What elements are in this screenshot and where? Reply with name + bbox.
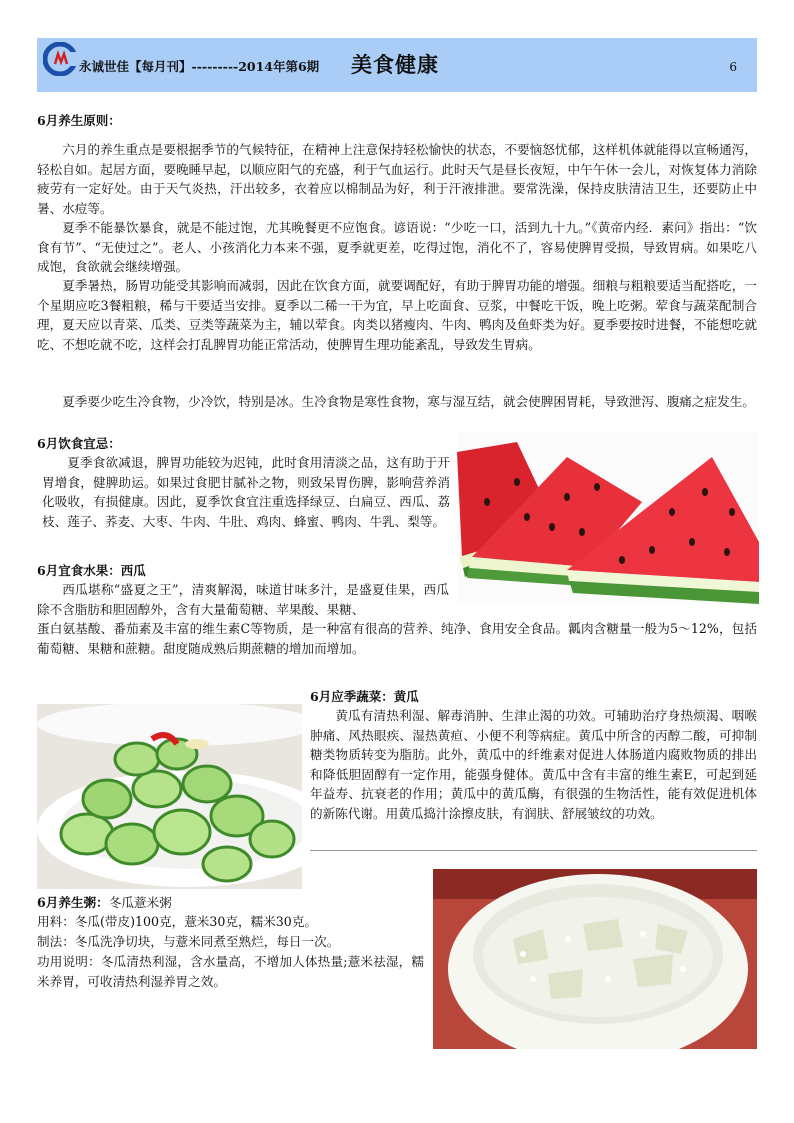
newsletter-title: 永诚世佳【每月刊】---------2014年第6期 [79, 59, 320, 74]
fruit-paragraph-tail: 蛋白氨基酸、番茄素及丰富的维生素C等物质，是一种富有很高的营养、纯净、食用安全食品。瓤肉含糖量一般为5～12%，包括葡萄糖、果糖和蔗糖。甜度随成熟后期蔗糖的增加而增加。 [37, 621, 757, 656]
diet-paragraph: 夏季食欲减退，脾胃功能较为迟钝，此时食用清淡之品，这有助于开胃增食，健脾助运。如果过食肥甘腻补之物，则致呆胃伤脾，影响营养消化吸收，有损健康。因此，夏季饮食宜注重选择绿豆、白扁豆、西瓜、荔枝、莲子、荞麦、大枣、牛肉、牛肚、鸡肉、蜂蜜、鸭肉、牛乳、梨等。 [42, 455, 450, 529]
principles-paragraph-1: 六月的养生重点是要根据季节的气候特征，在精神上注意保持轻松愉快的状态，不要恼怒忧郁，这样机体就能得以宣畅通泻，轻松自如。起居方面，要晚睡早起，以顺应阳气的充盛，利于气血运行。此时天气是昼长夜短，中午午休一会儿，对恢复体力消除疲劳有一定好处。由于天气炎热，汗出较多，衣着应以棉制品为好，利于汗液排泄。要常洗澡，保持皮肤清洁卫生，还要防止中暑、水痘等。 [37, 142, 757, 216]
principles-heading: 6月养生原则： [37, 113, 121, 128]
cucumber-image [37, 704, 302, 889]
company-logo-icon [43, 42, 77, 76]
fruit-heading: 6月宜食水果：西瓜 [37, 563, 146, 578]
principles-paragraph-4: 夏季要少吃生冷食物，少冷饮，特别是冰。生冷食物是寒性食物，寒与湿互结，就会使脾困胃耗，导致泄泻、腹痛之症发生。 [62, 394, 755, 409]
fruit-paragraph: 西瓜堪称“盛夏之王”，清爽解渴，味道甘味多汁，是盛夏佳果，西瓜除不含脂肪和胆固醇外，含有大量葡萄糖、苹果酸、果糖、 [37, 582, 449, 617]
porridge-heading: 6月养生粥： [37, 895, 109, 910]
vegetable-heading: 6月应季蔬菜：黄瓜 [310, 689, 419, 704]
porridge-benefit: 功用说明：冬瓜清热利湿，含水量高，不增加人体热量;薏米祛湿，糯米养胃，可收清热利湿养胃之效。 [37, 954, 424, 989]
page-number: 6 [729, 60, 737, 74]
section-title: 美食健康 [351, 52, 439, 77]
page-header [37, 38, 757, 92]
principles-paragraph-3: 夏季暑热，肠胃功能受其影响而减弱，因此在饮食方面，就要调配好，有助于脾胃功能的增强。细粮与粗粮要适当配搭吃，一个星期应吃3餐粗粮，稀与干要适当安排。夏季以二稀一干为宜，早上吃面食、豆浆，中餐吃干饭，晚上吃粥。荤食与蔬菜配制合理，夏天应以青菜、瓜类、豆类等蔬菜为主，辅以荤食。肉类以猪瘦肉、牛肉、鸭肉及鱼虾类为好。夏季要按时进餐，不能想吃就吃、不想吃就不吃，这样会打乱脾胃功能正常活动，使脾胃生理功能紊乱，导致发生胃病。 [37, 278, 757, 352]
principles-paragraph-2: 夏季不能暴饮暴食，就是不能过饱，尤其晚餐更不应饱食。谚语说：“少吃一口，活到九十九。”《黄帝内经．素问》指出：“饮食有节”、“无使过之”。老人、小孩消化力本来不强，夏季就更差，吃得过饱，消化不了，容易使脾胃受损，导致胃病。如果吃八成饱，食欲就会继续增强。 [37, 220, 757, 274]
fruit-paragraph-continued [37, 619, 757, 658]
diet-heading: 6月饮食宜忌： [37, 436, 121, 451]
porridge-title-line [37, 893, 172, 913]
porridge-ingredients: 用料：冬瓜(带皮)100克，薏米30克，糯米30克。 [37, 914, 318, 929]
watermelon-image [457, 432, 759, 604]
divider [310, 850, 757, 851]
porridge-image [433, 869, 757, 1049]
vegetable-paragraph: 黄瓜有清热利湿、解毒消肿、生津止渴的功效。可辅助治疗身热烦渴、咽喉肿痛、风热眼疾、湿热黄疸、小便不利等病症。黄瓜中所含的丙醇二酸，可抑制糖类物质转变为脂肪。此外，黄瓜中的纤维素对促进人体肠道内腐败物质的排出和降低胆固醇有一定作用，能强身健体。黄瓜中含有丰富的维生素E，可起到延年益寿、抗衰老的作用；黄瓜中的黄瓜酶，有很强的生物活性，能有效促进机体的新陈代谢。用黄瓜捣汁涂擦皮肤，有润肤、舒展皱纹的功效。 [310, 708, 757, 821]
porridge-name: 冬瓜薏米粥 [108, 895, 172, 910]
porridge-method: 制法：冬瓜洗净切块，与薏米同煮至熟烂，每日一次。 [37, 934, 340, 949]
fruit-paragraph-wrap [37, 580, 449, 619]
